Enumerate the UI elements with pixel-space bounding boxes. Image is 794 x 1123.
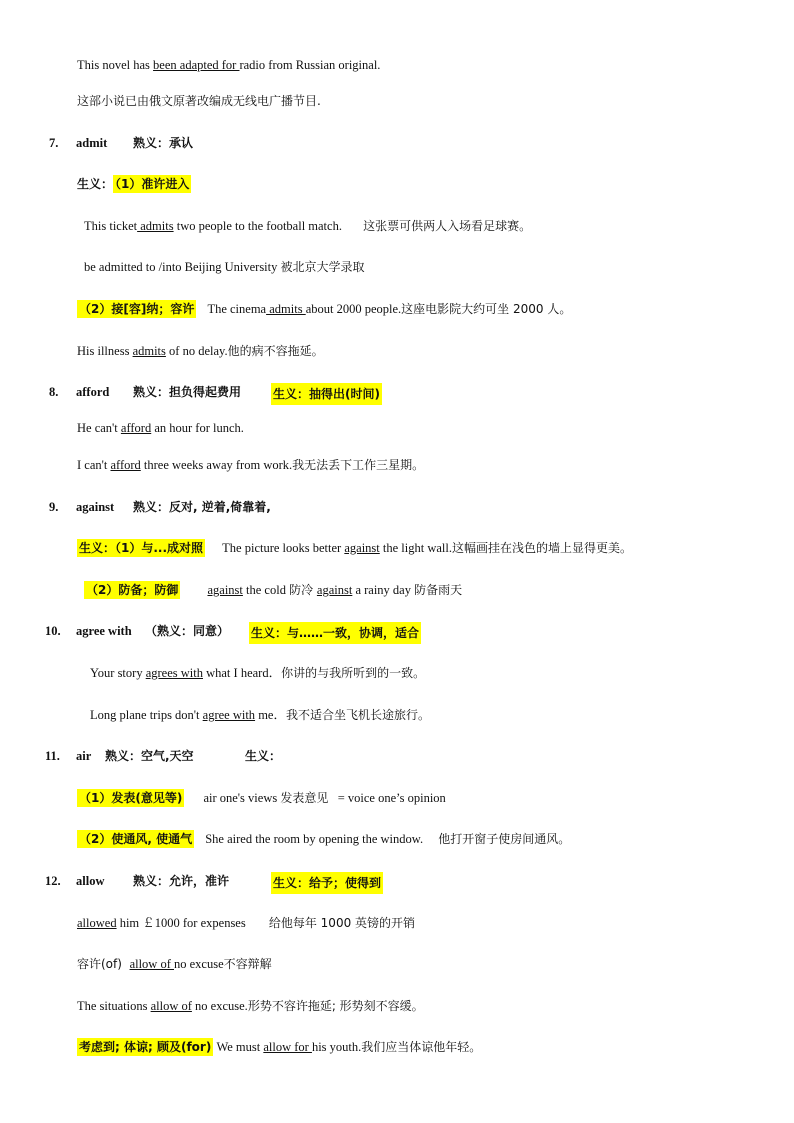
underlined-phrase: allow of: [150, 999, 192, 1013]
entry-number: 11.: [45, 749, 60, 763]
entry-7-example-2: [84, 258, 365, 276]
text: The picture looks better: [222, 541, 345, 555]
text: three weeks away from work.: [140, 458, 293, 472]
translation: 这座电影院大约可坐 2000 人。: [401, 302, 572, 316]
text: the cold: [242, 583, 290, 597]
entry-11-header: [45, 747, 282, 765]
highlighted-meaning: （2）防备；防御: [86, 583, 179, 597]
text: him ￡1000 for expenses: [116, 916, 246, 930]
translation: 发表意见: [280, 791, 329, 805]
entry-9-header: [49, 498, 271, 516]
entry-10-example-1: [90, 664, 425, 682]
translation: 这幅画挂在浅色的墙上显得更美。: [451, 541, 632, 555]
headword: afford: [76, 385, 110, 399]
familiar-meaning: 熟义：反对, 逆着,倚靠着,: [133, 500, 271, 514]
text: Long plane trips don't: [90, 708, 203, 722]
underlined-phrase: been adapted for: [153, 58, 240, 72]
text: She aired the room by opening the window.: [205, 832, 424, 846]
text: This ticket: [84, 219, 138, 233]
entry-9-sense-1: [77, 539, 632, 557]
text: We must: [213, 1040, 264, 1054]
entry-7-sense-2: [77, 300, 571, 318]
translation: 我无法丢下工作三星期。: [292, 458, 425, 472]
highlighted-meaning: （1）准许进入: [115, 177, 190, 191]
highlighted-meaning: （2）使通风, 使通气: [79, 832, 193, 846]
translation: 这张票可供两人入场看足球赛。: [363, 219, 532, 233]
text: his youth.: [311, 1040, 362, 1054]
entry-number: 10.: [45, 624, 61, 638]
text: His illness: [77, 344, 133, 358]
underlined-word: against: [316, 583, 353, 597]
translation: 容许(of): [77, 957, 130, 971]
text: a rainy day: [352, 583, 415, 597]
text: the light wall.: [379, 541, 452, 555]
headword: agree with: [76, 624, 132, 638]
underlined-word: admits: [266, 302, 306, 316]
entry-10-example-2: [90, 706, 430, 724]
text: The situations: [77, 999, 151, 1013]
underlined-word: admits: [137, 219, 174, 233]
familiar-meaning: 熟义：担负得起费用: [133, 385, 242, 399]
headword: allow: [76, 874, 105, 888]
entry-number: 12.: [45, 874, 61, 888]
text: Your story: [90, 666, 146, 680]
text: I can't: [77, 458, 111, 472]
underlined-word: admits: [132, 344, 166, 358]
entry-7-sense-1: [77, 175, 191, 193]
underlined-word: afford: [110, 458, 141, 472]
text: The cinema: [207, 302, 267, 316]
entry-10-header: [45, 622, 420, 640]
underlined-phrase: agrees with: [145, 666, 203, 680]
highlighted-meaning: 生义：（1）与...成对照: [79, 541, 204, 555]
text: He can't: [77, 421, 121, 435]
entry-8-example-1: [77, 419, 244, 437]
underlined-phrase: allow for: [263, 1040, 312, 1054]
translation: 不容辩解: [223, 957, 272, 971]
text: two people to the football match.: [173, 219, 342, 233]
entry-number: 9.: [49, 500, 59, 514]
headword: against: [76, 500, 115, 514]
familiar-meaning: 熟义：承认: [133, 136, 194, 150]
translation: 防冷: [289, 583, 317, 597]
translation: 防备雨天: [414, 583, 463, 597]
text: about 2000 people.: [305, 302, 402, 316]
familiar-meaning: 熟义：允许，准许: [133, 874, 230, 888]
highlighted-meaning: 考虑到; 体谅; 顾及(for): [79, 1040, 212, 1054]
entry-number: 7.: [49, 136, 59, 150]
highlighted-meaning: 生义：与……一致，协调，适合: [249, 622, 421, 644]
entry-number: 8.: [49, 385, 59, 399]
underlined-word: against: [207, 583, 243, 597]
entry-9-sense-2: [84, 581, 462, 599]
entry-7-example-1: [84, 217, 531, 235]
underlined-phrase: allow of: [129, 957, 174, 971]
text: no excuse: [174, 957, 224, 971]
entry-7-header: [49, 134, 194, 152]
headword: admit: [76, 136, 108, 150]
sentence-l1: [77, 56, 380, 74]
text: me．: [255, 708, 286, 722]
text: of no delay.: [165, 344, 228, 358]
highlighted-meaning: 生义：给予；使得到: [271, 872, 383, 894]
headword: air: [76, 749, 92, 763]
underlined-word: against: [344, 541, 380, 555]
familiar-meaning: 熟义：空气,天空: [105, 749, 194, 763]
text: an hour for lunch.: [151, 421, 244, 435]
entry-11-sense-2: [77, 830, 570, 848]
text: This novel has: [77, 58, 154, 72]
translation: 他打开窗子使房间通风。: [438, 832, 571, 846]
highlighted-meaning: 生义：抽得出(时间): [271, 383, 382, 405]
entry-7-example-3: [77, 342, 324, 360]
underlined-phrase: agree with: [202, 708, 256, 722]
translation: 你讲的与我所听到的一致。: [281, 666, 426, 680]
translation: 我不适合坐飞机长途旅行。: [285, 708, 430, 722]
translation: 被北京大学录取: [280, 260, 365, 274]
familiar-meaning: （熟义：同意）: [145, 624, 230, 638]
translation: 形势不容许拖延; 形势刻不容缓。: [247, 999, 424, 1013]
sense-label: 生义：: [245, 749, 282, 763]
translation: 我们应当体谅他年轻。: [361, 1040, 482, 1054]
translation: 给他每年 1000 英镑的开销: [268, 916, 416, 930]
entry-11-sense-1: [77, 789, 446, 807]
entry-12-example-2: [77, 955, 272, 973]
entry-12-sense: [77, 1038, 481, 1056]
entry-8-example-2: [77, 456, 424, 474]
translation: 他的病不容拖延。: [227, 344, 324, 358]
highlighted-meaning: （2）接[容]纳；容许: [79, 302, 195, 316]
text: radio from Russian original.: [239, 58, 381, 72]
translation-l2: 这部小说已由俄文原著改编成无线电广播节目.: [77, 94, 321, 108]
text: air one's views: [203, 791, 281, 805]
entry-8-header: [49, 383, 380, 401]
highlighted-meaning: （1）发表(意见等): [79, 791, 183, 805]
entry-12-example-1: [77, 914, 415, 932]
text: be admitted to /into Beijing University: [84, 260, 281, 274]
entry-12-header: [45, 872, 382, 890]
underlined-word: allowed: [77, 916, 117, 930]
underlined-word: afford: [120, 421, 152, 435]
text: = voice one’s opinion: [328, 791, 446, 805]
entry-12-example-3: [77, 997, 424, 1015]
text: what I heard．: [202, 666, 282, 680]
sense-label: 生义：: [77, 177, 114, 191]
text: no excuse.: [191, 999, 248, 1013]
